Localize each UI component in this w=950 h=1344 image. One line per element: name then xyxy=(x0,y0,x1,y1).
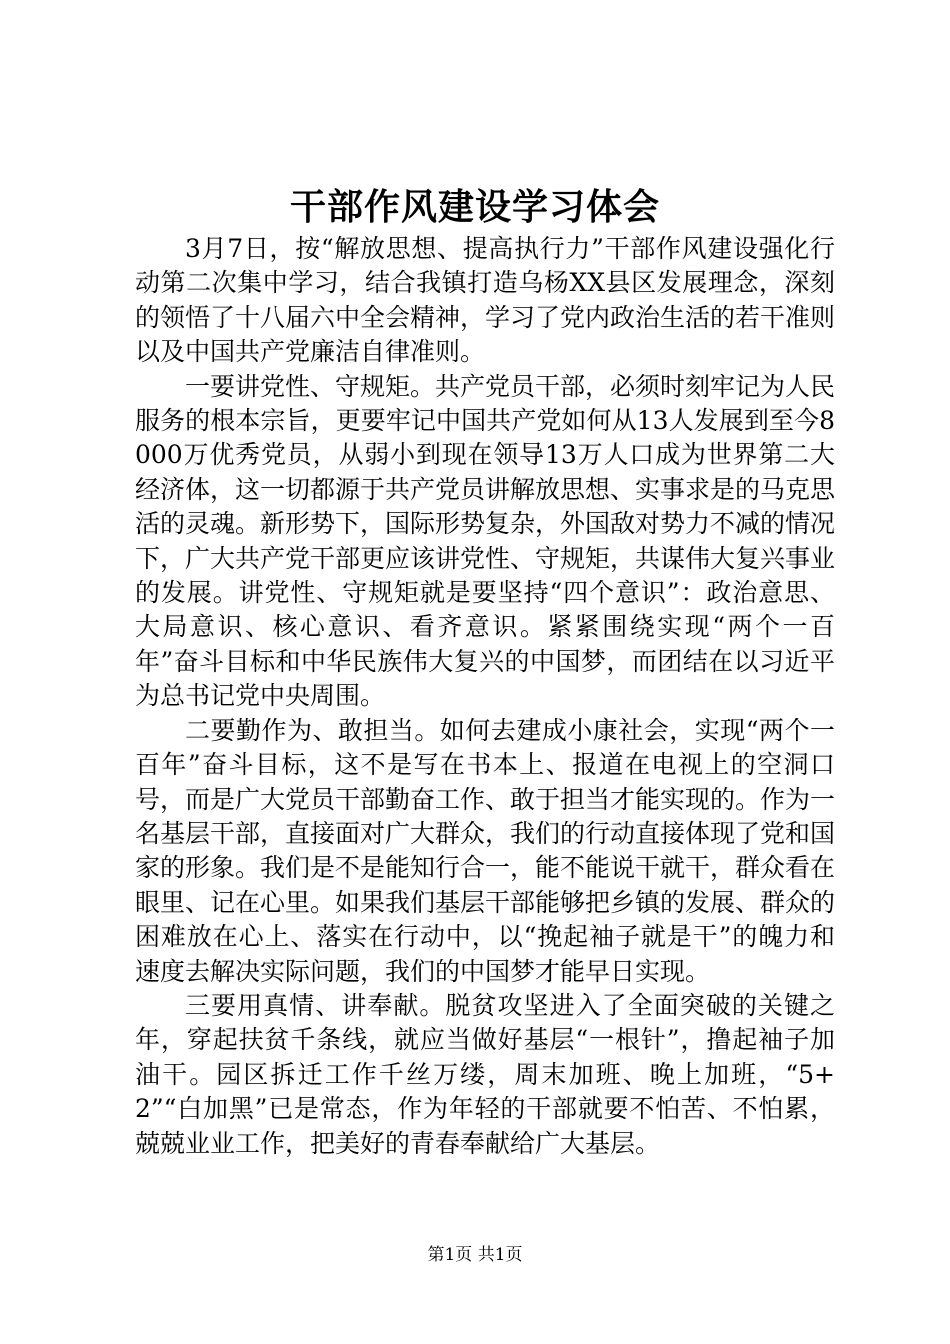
paragraph-point-two: 二要勤作为、敢担当。如何去建成小康社会，实现“两个一百年”奋斗目标，这不是写在书本上、报道在电视上的空洞口号，而是广大党员干部勤奋工作、敢于担当才能实现的。作为一名基层干部，直接面对广大群众，我们的行动直接体现了党和国家的形象。我们是不是能知行合一，能不能说干就干，群众看在眼里、记在心里。如果我们基层干部能够把乡镇的发展、群众的困难放在心上、落实在行动中，以“挽起袖子就是干”的魄力和速度去解决实际问题，我们的中国梦才能早日实现。 xyxy=(135,715,836,986)
page-number-footer: 第1页 共1页 xyxy=(427,1245,523,1265)
paragraph-point-three: 三要用真情、讲奉献。脱贫攻坚进入了全面突破的关键之年，穿起扶贫千条线，就应当做好基层“一根针”，撸起袖子加油干。园区拆迁工作千丝万缕，周末加班、晚上加班，“5+2”“白加黑”已是常态，作为年轻的干部就要不怕苦、不怕累，兢兢业业工作，把美好的青春奉献给广大基层。 xyxy=(135,990,835,1158)
paragraph-point-one: 一要讲党性、守规矩。共产党员干部，必须时刻牢记为人民服务的根本宗旨，更要牢记中国共产党如何从13人发展到至今8000万优秀党员，从弱小到现在领导13万人口成为世界第二大经济体，这一切都源于共产党员讲解放思想、实事求是的马克思活的灵魂。新形势下，国际形势复杂，外国敌对势力不减的情况下，广大共产党干部更应该讲党性、守规矩，共谋伟大复兴事业的发展。讲党性、守规矩就是要坚持“四个意识”：政治意思、大局意识、核心意识、看齐意识。紧紧围绕实现“两个一百年”奋斗目标和中华民族伟大复兴的中国梦，而团结在以习近平为总书记党中央周围。 xyxy=(135,371,836,711)
document-title: 干部作风建设学习体会 xyxy=(289,186,660,228)
document-body xyxy=(135,232,835,1161)
paragraph-intro: 3月7日，按“解放思想、提高执行力”干部作风建设强化行动第二次集中学习，结合我镇打造乌杨XX县区发展理念，深刻的领悟了十八届六中全会精神，学习了党内政治生活的若干准则以及中国共产党廉洁自律准则。 xyxy=(135,234,836,367)
